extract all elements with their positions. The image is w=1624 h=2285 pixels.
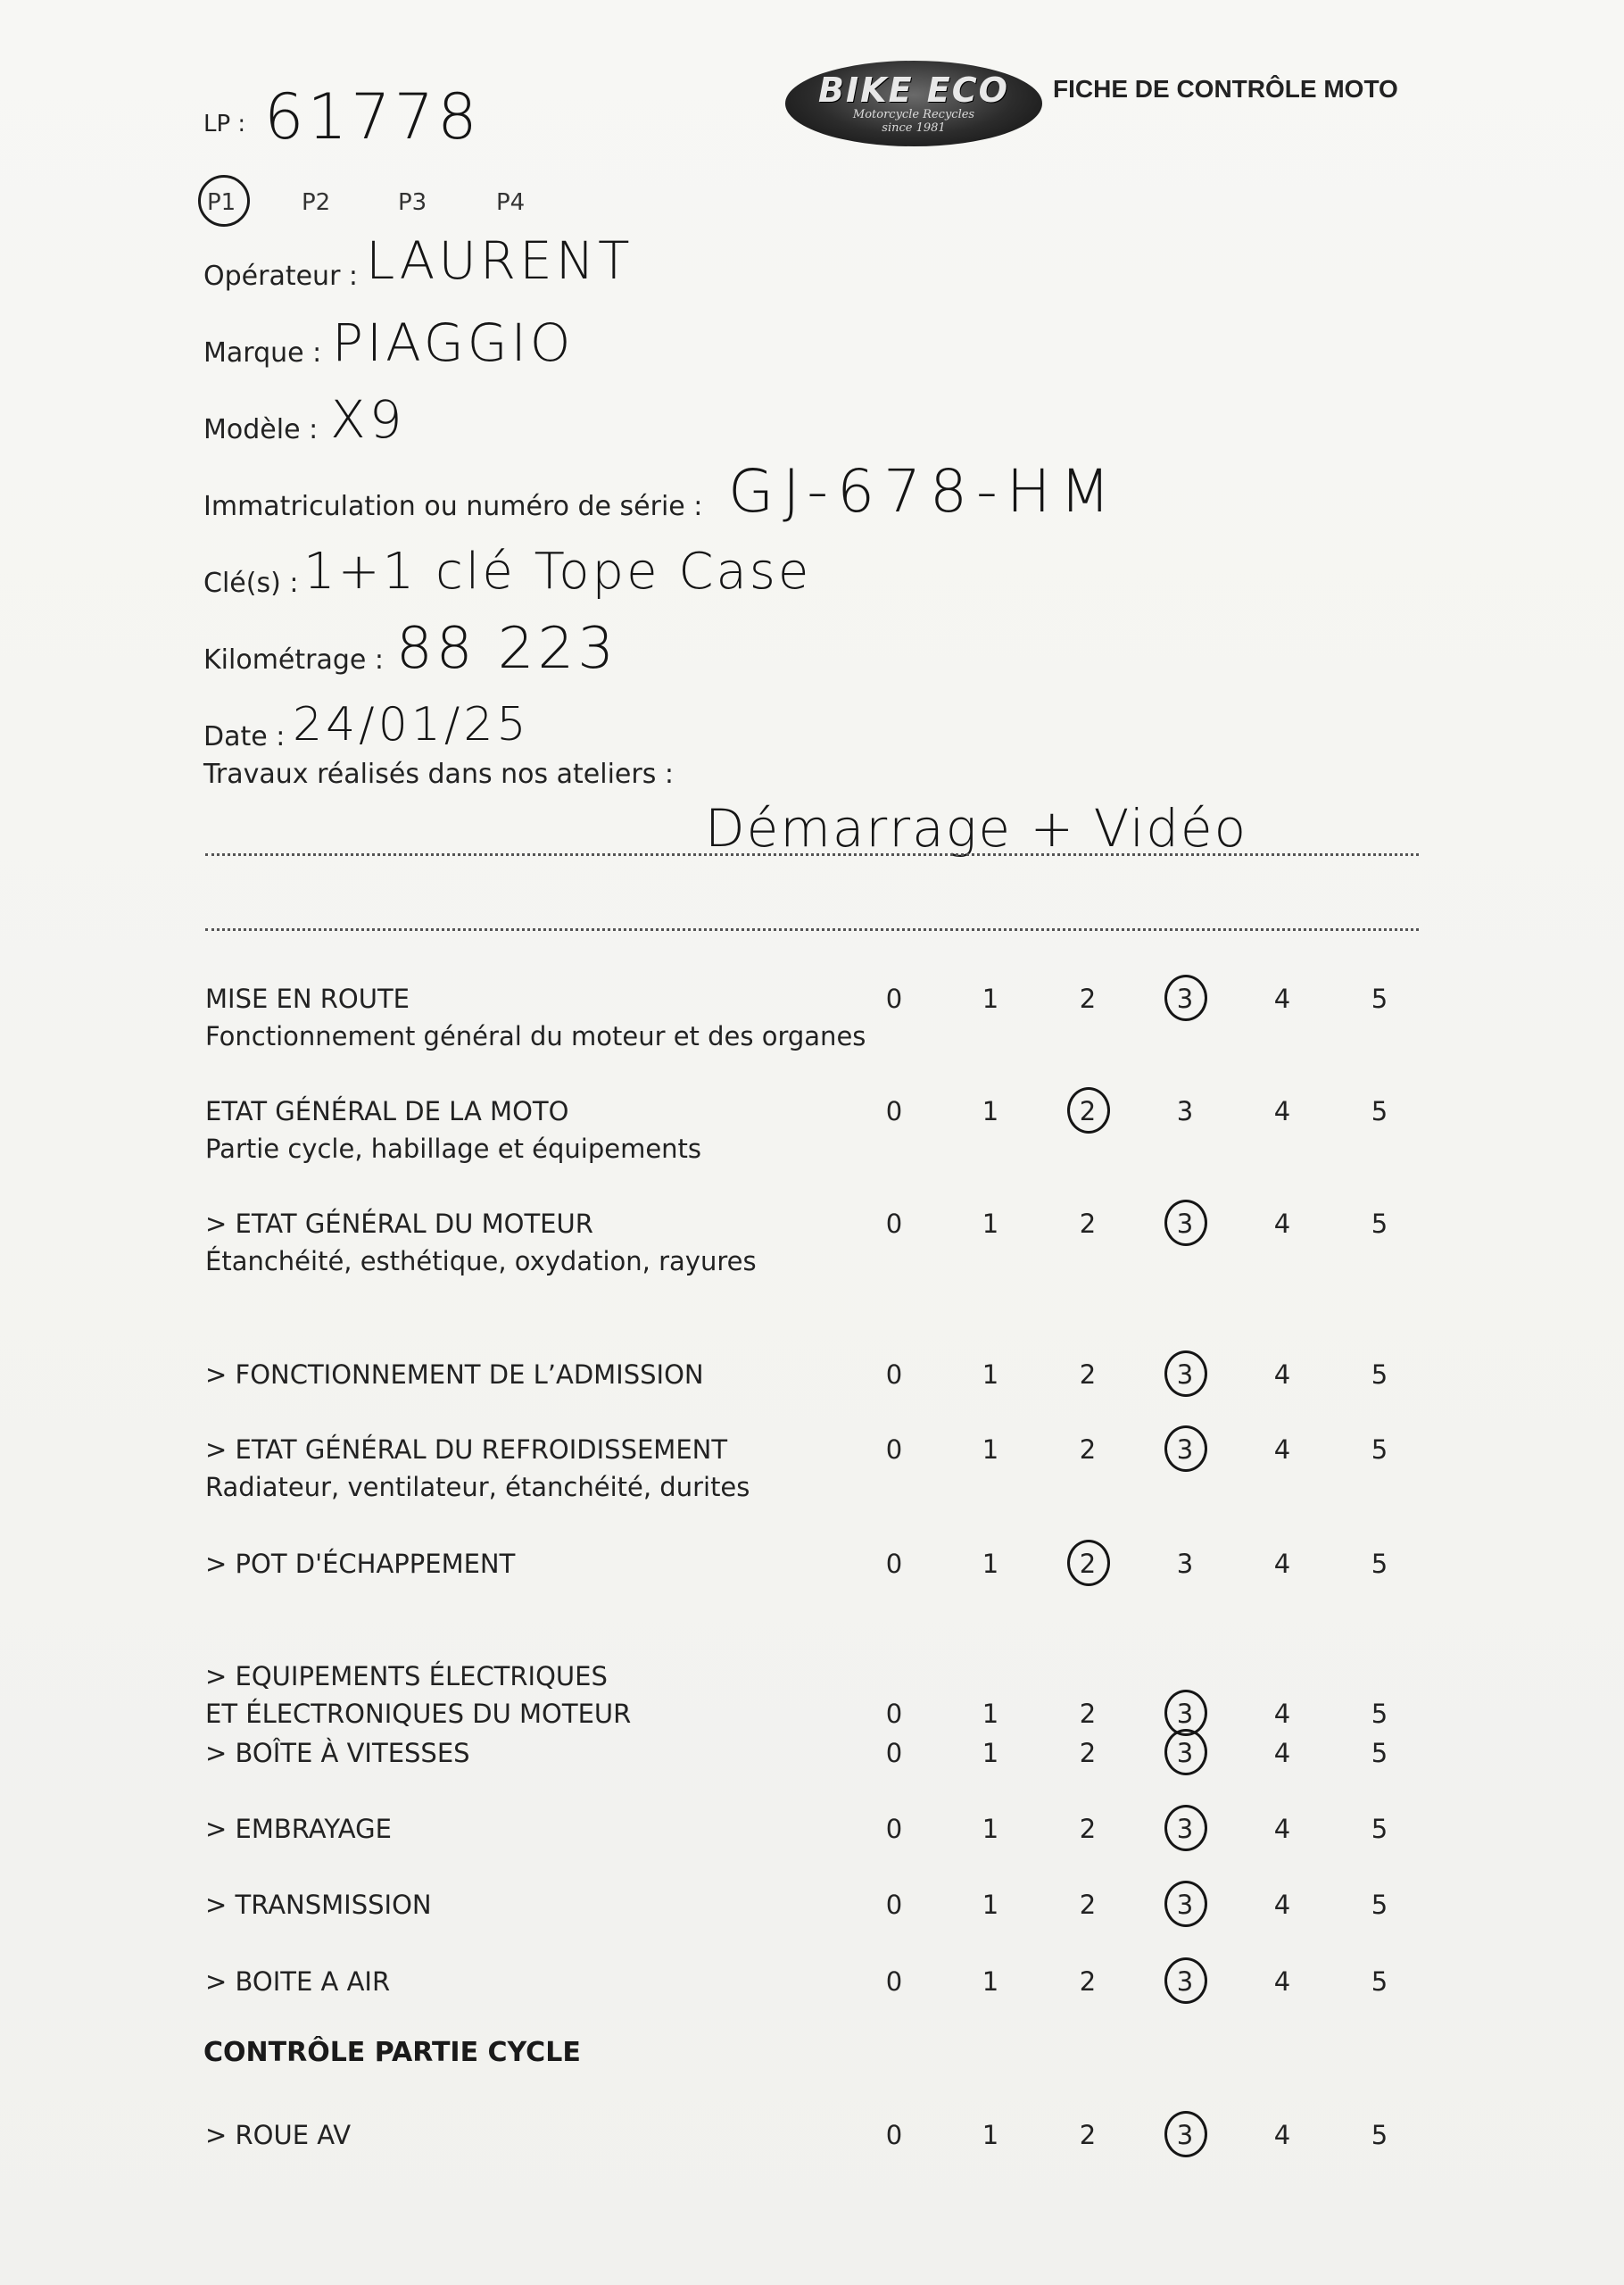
- check-5-score-1[interactable]: 1: [982, 1549, 999, 1579]
- check-1-score-4[interactable]: 4: [1273, 1096, 1291, 1126]
- check-7-score-0[interactable]: 0: [885, 1738, 903, 1768]
- check-0-selected-circle: [1164, 975, 1207, 1021]
- check-1-subtitle: Partie cycle, habillage et équipements: [205, 1134, 702, 1164]
- check-8-score-0[interactable]: 0: [885, 1814, 903, 1844]
- check-0-title: MISE EN ROUTE: [205, 984, 410, 1014]
- check-9-score-0[interactable]: 0: [885, 1890, 903, 1920]
- bike-eco-logo: [785, 61, 1042, 146]
- lp-value[interactable]: 61778: [264, 80, 481, 154]
- check-10-score-3[interactable]: 3: [1176, 1966, 1194, 1997]
- check-1-score-2[interactable]: 2: [1079, 1096, 1097, 1126]
- check-9-selected-circle: [1164, 1881, 1207, 1927]
- check-4-score-0[interactable]: 0: [885, 1434, 903, 1465]
- check-3-score-4[interactable]: 4: [1273, 1359, 1291, 1390]
- check-4-selected-circle: [1164, 1425, 1207, 1472]
- check-9-title: > TRANSMISSION: [205, 1890, 432, 1920]
- check-6-score-1[interactable]: 1: [982, 1699, 999, 1729]
- check-9-score-3[interactable]: 3: [1176, 1890, 1194, 1920]
- check-2-selected-circle: [1164, 1200, 1207, 1246]
- check-5-score-3[interactable]: 3: [1176, 1549, 1194, 1579]
- date-value[interactable]: 24/01/25: [293, 698, 530, 752]
- check-8-score-3[interactable]: 3: [1176, 1814, 1194, 1844]
- check-4-score-4[interactable]: 4: [1273, 1434, 1291, 1465]
- check-5-score-4[interactable]: 4: [1273, 1549, 1291, 1579]
- phase-p4[interactable]: P4: [496, 189, 526, 216]
- check-3-title: > FONCTIONNEMENT DE L’ADMISSION: [205, 1359, 704, 1390]
- check-8-score-4[interactable]: 4: [1273, 1814, 1291, 1844]
- check-2-subtitle: Étanchéité, esthétique, oxydation, rayures: [205, 1246, 757, 1276]
- check-2-title: > ETAT GÉNÉRAL DU MOTEUR: [205, 1209, 593, 1239]
- check-2-score-4[interactable]: 4: [1273, 1209, 1291, 1239]
- phase-p3[interactable]: P3: [398, 189, 427, 216]
- works-value[interactable]: Démarrage + Vidéo: [705, 798, 1248, 859]
- check-6-score-3[interactable]: 3: [1176, 1699, 1194, 1729]
- check-4-score-1[interactable]: 1: [982, 1434, 999, 1465]
- check-0-score-1[interactable]: 1: [982, 984, 999, 1014]
- model-label: Modèle :: [203, 414, 319, 445]
- check-6-score-0[interactable]: 0: [885, 1699, 903, 1729]
- check-10-selected-circle: [1164, 1957, 1207, 2004]
- check-10-score-5[interactable]: 5: [1371, 1966, 1388, 1997]
- keys-value[interactable]: 1+1 clé Tope Case: [303, 543, 812, 601]
- check-0-score-2[interactable]: 2: [1079, 984, 1097, 1014]
- check-0-score-0[interactable]: 0: [885, 984, 903, 1014]
- check-0-score-4[interactable]: 4: [1273, 984, 1291, 1014]
- cycle-check-0-score-3[interactable]: 3: [1176, 2120, 1194, 2150]
- model-value[interactable]: X9: [330, 389, 406, 450]
- check-5-title: > POT D'ÉCHAPPEMENT: [205, 1549, 516, 1579]
- check-3-score-0[interactable]: 0: [885, 1359, 903, 1390]
- lp-label: LP :: [203, 111, 246, 137]
- phase-p1[interactable]: P1: [207, 189, 236, 216]
- works-line-2: [205, 928, 1419, 931]
- cycle-check-0-score-1[interactable]: 1: [982, 2120, 999, 2150]
- check-7-score-5[interactable]: 5: [1371, 1738, 1388, 1768]
- cycle-check-0-title: > ROUE AV: [205, 2120, 352, 2150]
- works-label: Travaux réalisés dans nos ateliers :: [203, 759, 674, 790]
- check-5-score-5[interactable]: 5: [1371, 1549, 1388, 1579]
- check-3-score-3[interactable]: 3: [1176, 1359, 1194, 1390]
- brand-value[interactable]: PIAGGIO: [332, 312, 575, 373]
- check-3-selected-circle: [1164, 1350, 1207, 1397]
- logo-sub-text-1: Motorcycle Recycles: [852, 108, 975, 121]
- check-7-score-2[interactable]: 2: [1079, 1738, 1097, 1768]
- mileage-value[interactable]: 88 223: [396, 616, 617, 682]
- check-3-score-5[interactable]: 5: [1371, 1359, 1388, 1390]
- check-10-score-0[interactable]: 0: [885, 1966, 903, 1997]
- check-0-score-5[interactable]: 5: [1371, 984, 1388, 1014]
- check-9-score-4[interactable]: 4: [1273, 1890, 1291, 1920]
- check-2-score-1[interactable]: 1: [982, 1209, 999, 1239]
- check-8-title: > EMBRAYAGE: [205, 1814, 392, 1844]
- check-2-score-3[interactable]: 3: [1176, 1209, 1194, 1239]
- check-6-title: > EQUIPEMENTS ÉLECTRIQUES: [205, 1661, 608, 1691]
- check-10-title: > BOITE A AIR: [205, 1966, 391, 1997]
- works-line-1: [205, 853, 1419, 856]
- cycle-check-0-score-4[interactable]: 4: [1273, 2120, 1291, 2150]
- cycle-check-0-score-5[interactable]: 5: [1371, 2120, 1388, 2150]
- registration-value[interactable]: GJ-678-HM: [728, 457, 1120, 526]
- keys-label: Clé(s) :: [203, 568, 299, 599]
- logo-sub-text-2: since 1981: [882, 121, 946, 135]
- check-4-subtitle: Radiateur, ventilateur, étanchéité, durites: [205, 1472, 750, 1502]
- check-10-score-2[interactable]: 2: [1079, 1966, 1097, 1997]
- check-3-score-1[interactable]: 1: [982, 1359, 999, 1390]
- check-9-score-1[interactable]: 1: [982, 1890, 999, 1920]
- check-3-score-2[interactable]: 2: [1079, 1359, 1097, 1390]
- check-7-score-4[interactable]: 4: [1273, 1738, 1291, 1768]
- check-8-selected-circle: [1164, 1805, 1207, 1851]
- check-9-score-5[interactable]: 5: [1371, 1890, 1388, 1920]
- check-4-score-5[interactable]: 5: [1371, 1434, 1388, 1465]
- check-4-title: > ETAT GÉNÉRAL DU REFROIDISSEMENT: [205, 1434, 728, 1465]
- check-6-score-5[interactable]: 5: [1371, 1699, 1388, 1729]
- check-8-score-1[interactable]: 1: [982, 1814, 999, 1844]
- check-6-subtitle: ET ÉLECTRONIQUES DU MOTEUR: [205, 1699, 632, 1729]
- check-2-score-0[interactable]: 0: [885, 1209, 903, 1239]
- check-2-score-2[interactable]: 2: [1079, 1209, 1097, 1239]
- check-8-score-5[interactable]: 5: [1371, 1814, 1388, 1844]
- check-5-score-0[interactable]: 0: [885, 1549, 903, 1579]
- check-1-score-1[interactable]: 1: [982, 1096, 999, 1126]
- operator-label: Opérateur :: [203, 261, 359, 292]
- check-10-score-4[interactable]: 4: [1273, 1966, 1291, 1997]
- mileage-label: Kilométrage :: [203, 644, 385, 676]
- check-9-score-2[interactable]: 2: [1079, 1890, 1097, 1920]
- check-7-title: > BOÎTE À VITESSES: [205, 1738, 470, 1768]
- check-4-score-2[interactable]: 2: [1079, 1434, 1097, 1465]
- check-1-selected-circle: [1067, 1087, 1110, 1134]
- check-1-score-5[interactable]: 5: [1371, 1096, 1388, 1126]
- cycle-section-title: CONTRÔLE PARTIE CYCLE: [203, 2037, 581, 2068]
- cycle-check-0-score-2[interactable]: 2: [1079, 2120, 1097, 2150]
- check-4-score-3[interactable]: 3: [1176, 1434, 1194, 1465]
- check-5-score-2[interactable]: 2: [1079, 1549, 1097, 1579]
- cycle-check-0-selected-circle: [1164, 2111, 1207, 2157]
- operator-value[interactable]: LAURENT: [366, 230, 634, 291]
- check-7-score-3[interactable]: 3: [1176, 1738, 1194, 1768]
- check-6-score-4[interactable]: 4: [1273, 1699, 1291, 1729]
- check-6-score-2[interactable]: 2: [1079, 1699, 1097, 1729]
- phase-p2[interactable]: P2: [302, 189, 331, 216]
- registration-label: Immatriculation ou numéro de série :: [203, 491, 703, 522]
- check-7-score-1[interactable]: 1: [982, 1738, 999, 1768]
- date-label: Date :: [203, 721, 286, 752]
- check-0-subtitle: Fonctionnement général du moteur et des organes: [205, 1021, 866, 1051]
- brand-label: Marque :: [203, 337, 322, 369]
- document-title: FICHE DE CONTRÔLE MOTO: [1053, 75, 1398, 103]
- check-0-score-3[interactable]: 3: [1176, 984, 1194, 1014]
- check-1-score-0[interactable]: 0: [885, 1096, 903, 1126]
- check-8-score-2[interactable]: 2: [1079, 1814, 1097, 1844]
- check-10-score-1[interactable]: 1: [982, 1966, 999, 1997]
- check-7-selected-circle: [1164, 1729, 1207, 1775]
- check-2-score-5[interactable]: 5: [1371, 1209, 1388, 1239]
- check-5-selected-circle: [1067, 1540, 1110, 1586]
- cycle-check-0-score-0[interactable]: 0: [885, 2120, 903, 2150]
- logo-main-text: BIKE ECO: [818, 71, 1009, 110]
- check-1-title: ETAT GÉNÉRAL DE LA MOTO: [205, 1096, 569, 1126]
- check-1-score-3[interactable]: 3: [1176, 1096, 1194, 1126]
